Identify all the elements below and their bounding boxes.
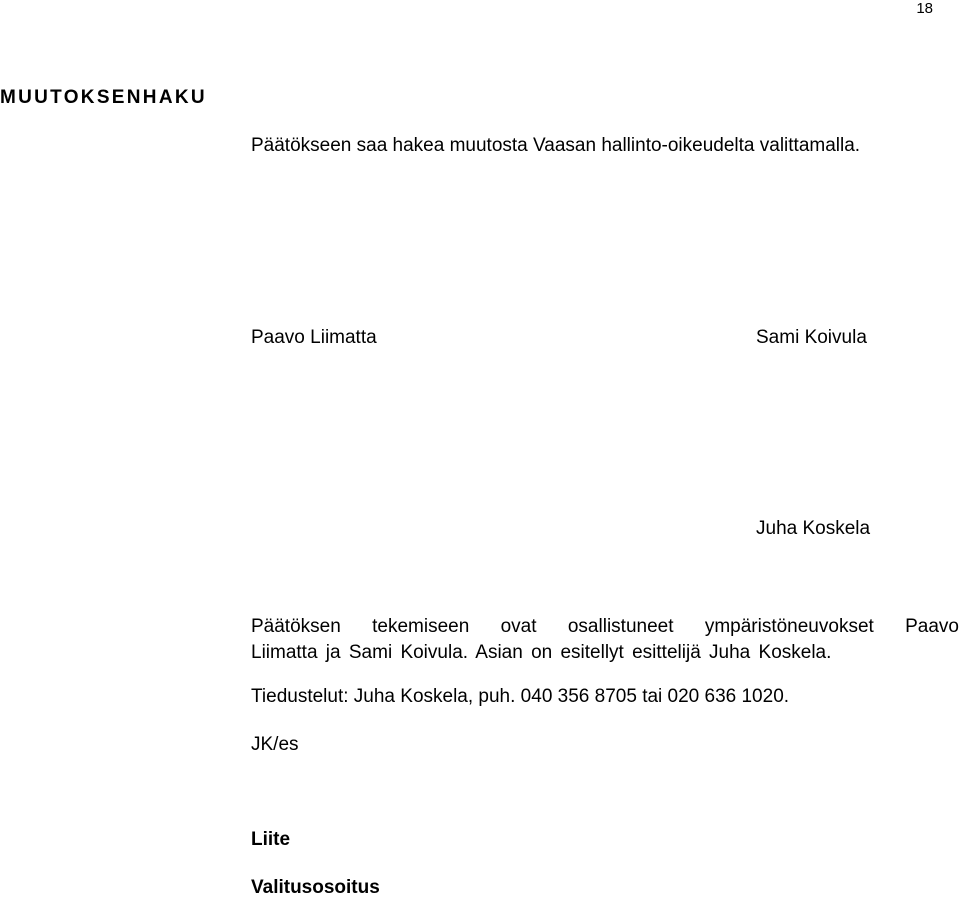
attachment-label: Liite [251, 829, 291, 850]
decision-line-2: Liimatta ja Sami Koivula. Asian on esitellyt esittelijä Juha Koskela. [251, 642, 832, 663]
signature-right: Sami Koivula [756, 327, 867, 348]
attachment-item: Valitusosoitus [251, 877, 380, 898]
author-initials: JK/es [251, 734, 299, 755]
signature-left: Paavo Liimatta [251, 327, 377, 348]
page-number: 18 [916, 0, 933, 17]
decision-line-1: Päätöksen tekemiseen ovat osallistuneet ympäristöneuvokset Paavo [251, 616, 959, 637]
section-heading: MUUTOKSENHAKU [0, 87, 207, 108]
decision-participants-paragraph [251, 614, 959, 666]
inquiries-contact: Tiedustelut: Juha Koskela, puh. 040 356 8705 tai 020 636 1020. [251, 686, 790, 707]
appeal-instructions: Päätökseen saa hakea muutosta Vaasan hallinto-oikeudelta valittamalla. [251, 135, 861, 156]
signature-presenter: Juha Koskela [756, 518, 871, 539]
